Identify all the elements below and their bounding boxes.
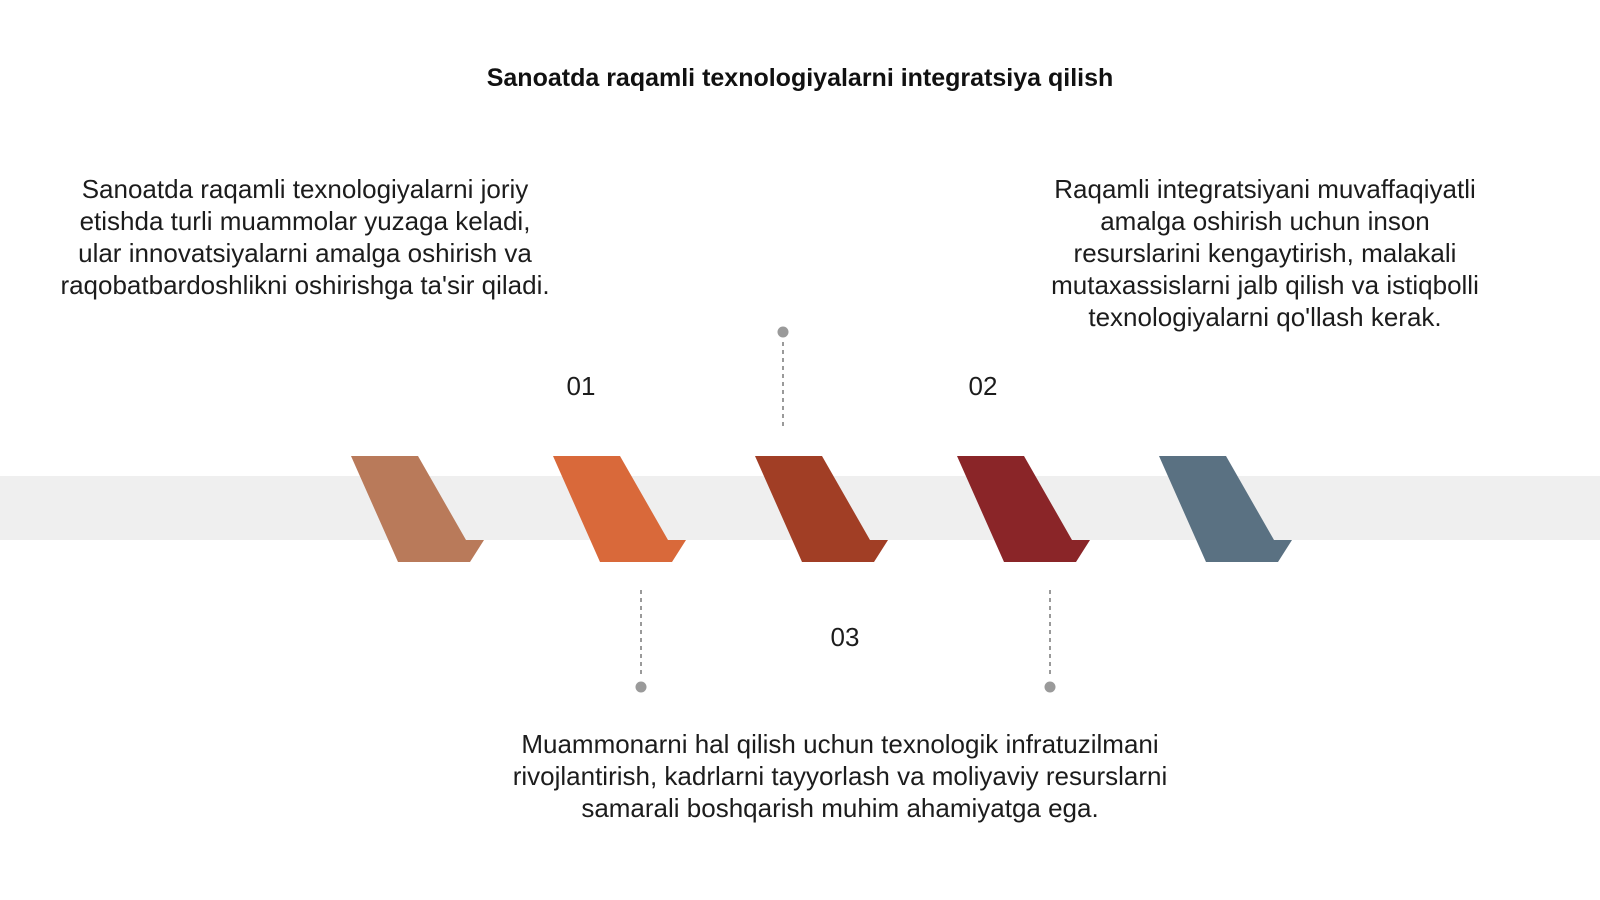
step-text-02: Raqamli integratsiyani muvaffaqiyatli amalga oshirish uchun inson resurslarini kengaytirish, malakali mutaxassislarni jalb qilish va istiqbolli texnologiyalarni qo'llash kerak. — [1051, 174, 1479, 332]
chevron-4 — [957, 456, 1090, 562]
step-text-03: Muammonarni hal qilish uchun texnologik infratuzilmani rivojlantirish, kadrlarni tayyorlash va moliyaviy resurslarni samarali boshqarish muhim ahamiyatga ega. — [512, 729, 1168, 823]
chevron-3 — [755, 456, 888, 562]
chevron-1 — [351, 456, 484, 562]
step-number-01: 01 — [566, 371, 596, 401]
step-number-03: 03 — [830, 622, 860, 652]
step-text-01: Sanoatda raqamli texnologiyalarni joriy etishda turli muammolar yuzaga keladi, ular innovatsiyalarni amalga oshirish va raqobatbardoshlikni oshirishga ta'sir qiladi. — [60, 174, 550, 300]
chevron-group — [351, 456, 1292, 562]
chevron-5 — [1159, 456, 1292, 562]
diagram-title: Sanoatda raqamli texnologiyalarni integratsiya qilish — [486, 64, 1114, 92]
chevron-2 — [553, 456, 686, 562]
connector-top — [778, 327, 789, 431]
connector-bottom-left — [636, 590, 647, 693]
connector-bottom-right — [1045, 590, 1056, 693]
step-number-02: 02 — [968, 371, 998, 401]
